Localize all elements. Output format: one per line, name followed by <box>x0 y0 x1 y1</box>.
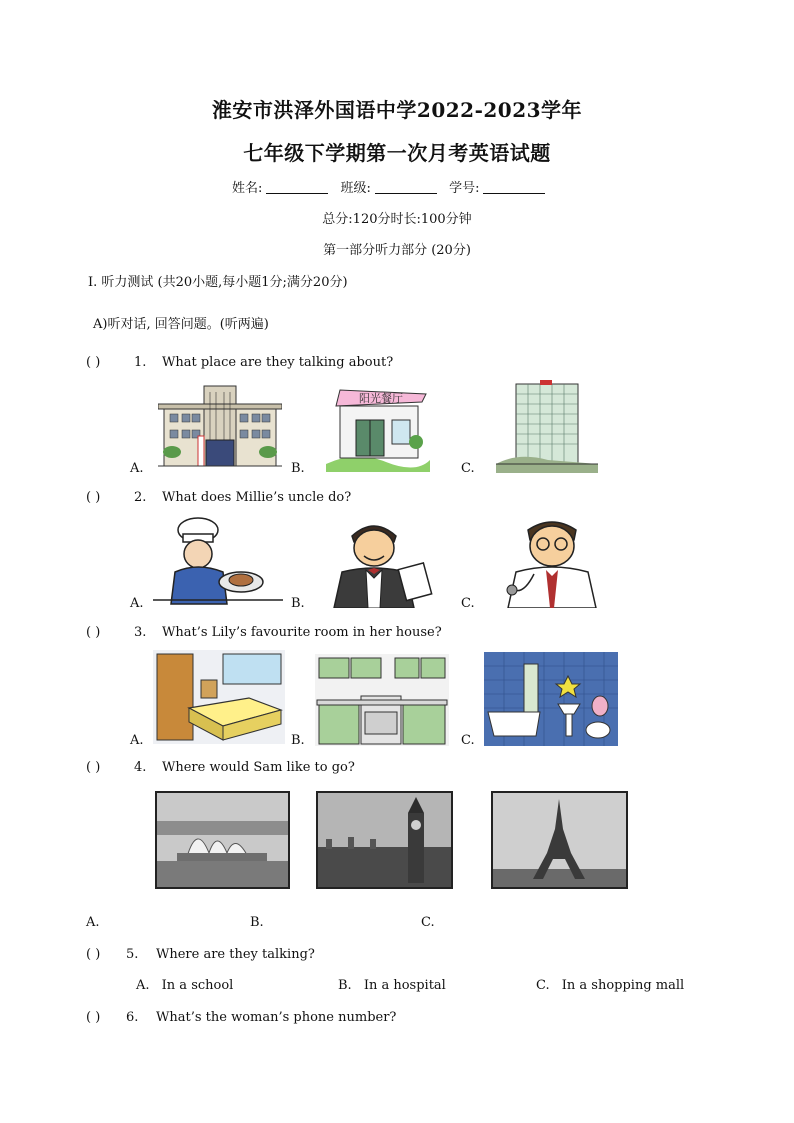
name-blank[interactable] <box>266 181 328 194</box>
hospital-building-image <box>488 378 598 473</box>
question-number: 6. <box>126 1010 139 1025</box>
question-text: What does Millie’s uncle do? <box>162 490 352 505</box>
sydney-opera-house-photo <box>155 791 290 889</box>
question-text: What’s Lily’s favourite room in her house? <box>162 625 442 640</box>
question-text: What’s the woman’s phone number? <box>156 1010 397 1025</box>
option-b-label[interactable]: B. <box>291 596 305 611</box>
id-label: 学号: <box>449 181 480 196</box>
question-number: 1. <box>134 355 147 370</box>
question-number: 4. <box>134 760 147 775</box>
doctor-image <box>484 514 618 608</box>
page-subtitle: 七年级下学期第一次月考英语试题 <box>243 141 551 165</box>
option-c-label[interactable]: C. <box>461 733 475 748</box>
part-heading: 第一部分听力部分 (20分) <box>323 243 471 258</box>
section-instruction: A)听对话, 回答问题。(听两遍) <box>93 317 269 332</box>
option-c-label[interactable]: C. <box>461 461 475 476</box>
bathroom-image <box>484 652 618 746</box>
answer-bracket[interactable]: ( ) <box>86 947 101 962</box>
answer-bracket[interactable]: ( ) <box>86 355 101 370</box>
option-b-label[interactable]: B. <box>291 733 305 748</box>
question-number: 5. <box>126 947 139 962</box>
option-a-label[interactable]: A. <box>130 596 144 611</box>
option-a-label[interactable]: A. <box>130 461 144 476</box>
option-c-label: C. <box>536 978 550 993</box>
option-c-label[interactable]: C. <box>461 596 475 611</box>
option-a[interactable] <box>136 978 233 993</box>
section-heading: I. 听力测试 (共20小题,每小题1分;满分20分) <box>88 275 348 290</box>
option-a-label[interactable]: A. <box>86 915 100 930</box>
question-number: 2. <box>134 490 147 505</box>
cook-image <box>153 514 283 606</box>
score-line: 总分:120分时长:100分钟 <box>322 212 472 227</box>
class-blank[interactable] <box>375 181 437 194</box>
question-text: What place are they talking about? <box>162 355 394 370</box>
option-a-label: A. <box>136 978 150 993</box>
name-label: 姓名: <box>232 181 263 196</box>
option-b-label[interactable]: B. <box>291 461 305 476</box>
option-b[interactable] <box>338 978 446 993</box>
option-c[interactable] <box>536 978 684 993</box>
option-b-label[interactable]: B. <box>250 915 264 930</box>
kitchen-image <box>315 654 449 746</box>
answer-bracket[interactable]: ( ) <box>86 490 101 505</box>
option-a-text: In a school <box>161 978 234 993</box>
answer-bracket[interactable]: ( ) <box>86 625 101 640</box>
bedroom-image <box>153 650 285 744</box>
option-b-label: B. <box>338 978 352 993</box>
school-building-image <box>158 378 282 470</box>
question-text: Where are they talking? <box>156 947 315 962</box>
id-blank[interactable] <box>483 181 545 194</box>
option-b-text: In a hospital <box>363 978 446 993</box>
page-title: 淮安市洪泽外国语中学2022-2023学年 <box>211 98 583 122</box>
option-a-label[interactable]: A. <box>130 733 144 748</box>
waiter-image <box>314 512 444 608</box>
restaurant-image <box>326 380 430 472</box>
question-text: Where would Sam like to go? <box>162 760 355 775</box>
option-c-label[interactable]: C. <box>421 915 435 930</box>
class-label: 班级: <box>340 181 371 196</box>
answer-bracket[interactable]: ( ) <box>86 1010 101 1025</box>
eiffel-tower-photo <box>491 791 628 889</box>
question-number: 3. <box>134 625 147 640</box>
big-ben-photo <box>316 791 453 889</box>
answer-bracket[interactable]: ( ) <box>86 760 101 775</box>
student-info-line <box>232 177 553 196</box>
restaurant-sign-text: 阳光餐厅 <box>359 392 403 405</box>
option-c-text: In a shopping mall <box>561 978 685 993</box>
